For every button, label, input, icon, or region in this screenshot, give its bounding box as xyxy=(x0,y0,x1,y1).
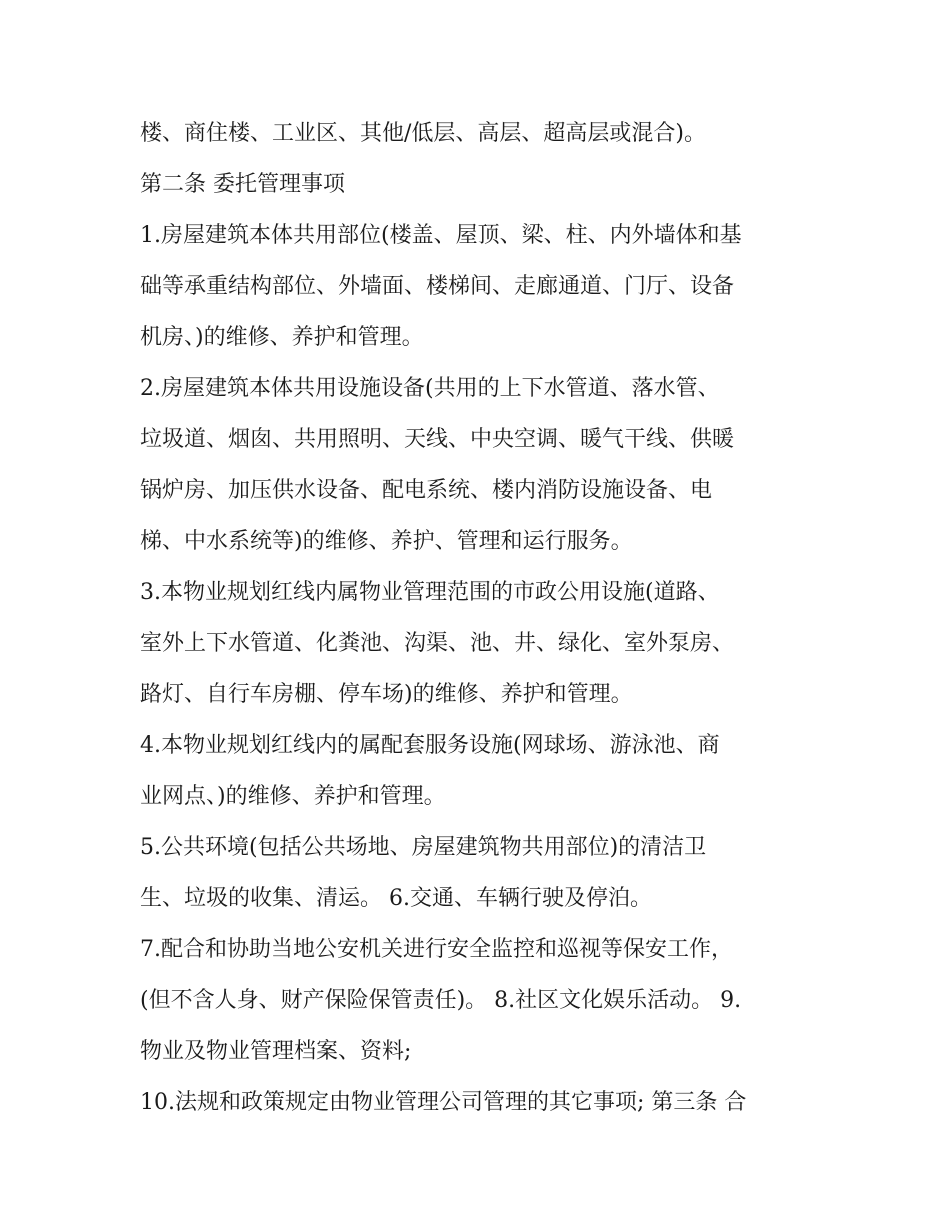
text-line: 2.房屋建筑本体共用设施设备(共用的上下水管道、落水管、 xyxy=(140,376,720,401)
text-line: 4.本物业规划红线内的属配套服务设施(网球场、游泳池、商 xyxy=(140,733,720,758)
text-line: 机房、)的维修、养护和管理。 xyxy=(140,325,424,350)
text-line: 梯、中水系统等)的维修、养护、管理和运行服务。 xyxy=(140,529,633,554)
text-line: 垃圾道、烟囱、共用照明、天线、中央空调、暖气干线、供暖 xyxy=(140,427,735,452)
section-heading: 第二条 委托管理事项 xyxy=(140,172,345,197)
text-line: (但不含人身、财产保险保管责任)。 8.社区文化娱乐活动。 9. xyxy=(140,988,742,1013)
text-line: 业网点、)的维修、养护和管理。 xyxy=(140,784,446,809)
text-line: 1.房屋建筑本体共用部位(楼盖、屋顶、梁、柱、内外墙体和基 xyxy=(140,223,742,248)
text-line: 楼、商住楼、工业区、其他/低层、高层、超高层或混合)。 xyxy=(140,121,706,146)
text-line: 室外上下水管道、化粪池、沟渠、池、井、绿化、室外泵房、 xyxy=(140,631,735,656)
text-line: 10.法规和政策规定由物业管理公司管理的其它事项; 第三条 合 xyxy=(140,1090,747,1115)
text-line: 7.配合和协助当地公安机关进行安全监控和巡视等保安工作， xyxy=(140,937,733,962)
document-body xyxy=(140,108,820,1128)
text-line: 物业及物业管理档案、资料; xyxy=(140,1039,412,1064)
text-line: 路灯、自行车房棚、停车场)的维修、养护和管理。 xyxy=(140,682,633,707)
text-line: 础等承重结构部位、外墙面、楼梯间、走廊通道、门厅、设备 xyxy=(140,274,735,299)
text-line: 生、垃圾的收集、清运。 6.交通、车辆行驶及停泊。 xyxy=(140,886,652,911)
text-line: 3.本物业规划红线内属物业管理范围的市政公用设施(道路、 xyxy=(140,580,720,605)
text-line: 5.公共环境(包括公共场地、房屋建筑物共用部位)的清洁卫 xyxy=(140,835,707,860)
text-line: 锅炉房、加压供水设备、配电系统、楼内消防设施设备、电 xyxy=(140,478,713,503)
